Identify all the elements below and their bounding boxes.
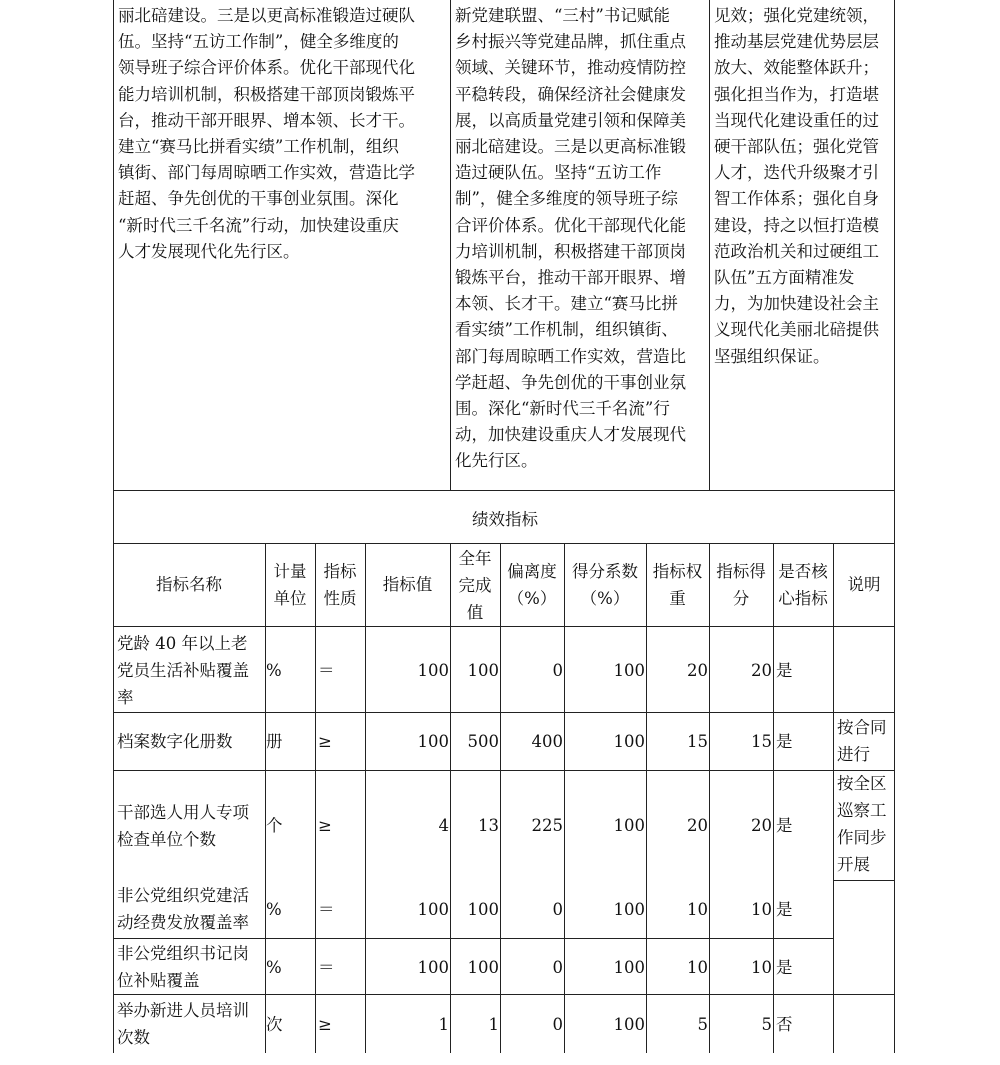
row-coef: 100 xyxy=(613,732,645,751)
row-name xyxy=(117,997,249,1051)
row-name-line: 干部选人用人专项 xyxy=(117,803,249,822)
row-weight: 20 xyxy=(687,816,708,835)
text-line: 部门每周晾晒工作实效，营造比 xyxy=(455,346,686,366)
text-line: 看实绩”工作机制，组织镇街、 xyxy=(455,320,678,340)
text-line: 镇街、部门每周晾晒工作实效，营造比学 xyxy=(118,163,415,183)
row-name-line: 非公党组织书记岗 xyxy=(117,944,249,963)
text-line: 赶超、争先创优的干事创业氛围。深化 xyxy=(118,189,399,209)
row-core: 是 xyxy=(776,816,793,835)
row-score: 10 xyxy=(751,958,772,977)
row-note xyxy=(837,770,887,878)
row-dev: 0 xyxy=(552,900,563,919)
row-dev: 225 xyxy=(531,816,563,835)
header-text: 是否核 xyxy=(778,562,828,581)
text-line: 领域、关键环节，推动疫情防控 xyxy=(455,58,686,78)
row-name-line: 次数 xyxy=(117,1028,150,1047)
row-name-line: 位补贴覆盖 xyxy=(117,971,200,990)
row-divider xyxy=(113,712,895,713)
row-note-line: 按合同 xyxy=(837,718,887,737)
header-text: 得分系数 xyxy=(572,562,638,581)
col-divider xyxy=(450,0,451,490)
col-divider xyxy=(709,0,710,490)
row-dev: 400 xyxy=(531,732,563,751)
row-dev: 0 xyxy=(552,1015,563,1034)
row-name-line: 党龄 40 年以上老 xyxy=(117,634,248,653)
row-unit: % xyxy=(266,661,282,680)
row-unit: 个 xyxy=(266,816,283,835)
row-name-line: 党员生活补贴覆盖 xyxy=(117,661,249,680)
row-note-line: 按全区 xyxy=(837,774,887,793)
row-score: 15 xyxy=(751,732,772,751)
row-value: 100 xyxy=(417,958,449,977)
header-text: 偏离度 xyxy=(507,562,557,581)
text-line: 造过硬队伍。坚持“五访工作 xyxy=(455,163,662,183)
text-line: 展，以高质量党建引领和保障美 xyxy=(455,110,686,130)
row-coef: 100 xyxy=(613,900,645,919)
text-line: 新党建联盟、“三村”书记赋能 xyxy=(455,6,670,25)
header-text: （%） xyxy=(580,589,630,608)
table-border-left xyxy=(113,0,114,1053)
row-value: 4 xyxy=(438,816,449,835)
text-column-3 xyxy=(714,3,879,370)
header-score xyxy=(709,558,773,612)
text-line: 见效；强化党建统领， xyxy=(714,6,879,25)
header-dev xyxy=(500,558,564,612)
text-line: 强化担当作为，打造堪 xyxy=(714,84,879,104)
row-dev: 0 xyxy=(552,661,563,680)
header-text: （%） xyxy=(507,589,557,608)
header-text: 指标 xyxy=(323,562,357,581)
row-coef: 100 xyxy=(613,1015,645,1034)
row-divider xyxy=(113,626,895,627)
text-line: 放大、效能整体跃升； xyxy=(714,58,879,78)
text-line: 力，为加快建设社会主 xyxy=(714,294,879,314)
header-nature xyxy=(315,558,365,612)
row-unit: % xyxy=(266,900,282,919)
text-line: 学赶超、争先创优的干事创业氛 xyxy=(455,372,686,392)
row-weight: 10 xyxy=(687,900,708,919)
row-nature: ≥ xyxy=(318,816,332,835)
text-line: 领导班子综合评价体系。优化干部现代化 xyxy=(118,58,415,78)
row-name-line: 非公党组织党建活 xyxy=(117,886,249,905)
row-name: 档案数字化册数 xyxy=(117,732,233,751)
row-value: 100 xyxy=(417,661,449,680)
header-text: 计量 xyxy=(273,562,307,581)
col-divider xyxy=(833,543,834,1053)
text-line: 当现代化建设重任的过 xyxy=(714,110,879,130)
text-line: 人才，迭代升级聚才引 xyxy=(714,163,879,183)
row-unit: % xyxy=(266,958,282,977)
row-note-line: 巡察工 xyxy=(837,801,887,820)
text-line: 锻炼平台，推动干部开眼界、增 xyxy=(455,268,686,288)
header-text: 单位 xyxy=(273,589,307,608)
row-weight: 5 xyxy=(697,1015,708,1034)
text-line: 建立“赛马比拼看实绩”工作机制，组织 xyxy=(118,137,399,157)
header-text: 值 xyxy=(466,603,484,622)
row-nature: ＝ xyxy=(318,958,335,977)
row-coef: 100 xyxy=(613,816,645,835)
header-text: 全年 xyxy=(458,549,492,568)
row-note-line: 作同步 xyxy=(837,828,887,847)
header-text: 心指标 xyxy=(778,589,828,608)
row-value: 100 xyxy=(417,732,449,751)
row-name-line: 动经费发放覆盖率 xyxy=(117,913,249,932)
text-line: 丽北碚建设。三是以更高标准锻造过硬队 xyxy=(118,6,415,25)
row-coef: 100 xyxy=(613,958,645,977)
text-line: 硬干部队伍；强化党管 xyxy=(714,137,879,157)
header-text: 重 xyxy=(669,589,686,608)
row-done: 100 xyxy=(467,900,499,919)
header-name: 指标名称 xyxy=(156,575,222,594)
row-nature: ＝ xyxy=(318,900,335,919)
row-note xyxy=(837,714,887,768)
row-score: 20 xyxy=(751,661,772,680)
text-line: “新时代三千名流”行动，加快建设重庆 xyxy=(118,215,399,235)
row-name xyxy=(117,630,249,711)
text-line: 范政治机关和过硬组工 xyxy=(714,241,879,261)
row-divider xyxy=(113,938,833,939)
header-text: 完成 xyxy=(458,576,492,595)
section-title: 绩效指标 xyxy=(472,510,538,529)
text-line: 化先行区。 xyxy=(455,451,538,471)
text-line: 能力培训机制，积极搭建干部顶岗锻炼平 xyxy=(118,84,415,104)
row-score: 10 xyxy=(751,900,772,919)
row-weight: 15 xyxy=(687,732,708,751)
row-done: 500 xyxy=(467,732,499,751)
text-column-2 xyxy=(455,3,686,475)
row-done: 13 xyxy=(478,816,499,835)
text-line: 智工作体系；强化自身 xyxy=(714,189,879,209)
row-note-line: 开展 xyxy=(837,855,870,874)
row-weight: 10 xyxy=(687,958,708,977)
header-text: 指标得 xyxy=(716,562,766,581)
row-name xyxy=(117,940,249,994)
text-line: 伍。坚持“五访工作制”，健全多维度的 xyxy=(118,32,399,52)
header-core xyxy=(773,558,833,612)
header-coef xyxy=(564,558,646,612)
text-line: 动，加快建设重庆人才发展现代 xyxy=(455,425,686,445)
row-core: 是 xyxy=(776,900,793,919)
header-text: 性质 xyxy=(323,589,357,608)
row-dev: 0 xyxy=(552,958,563,977)
header-done xyxy=(450,545,500,626)
row-name xyxy=(117,882,249,936)
row-note-line: 进行 xyxy=(837,745,870,764)
row-divider xyxy=(113,543,895,544)
text-line: 丽北碚建设。三是以更高标准锻 xyxy=(455,137,686,157)
row-done: 1 xyxy=(488,1015,499,1034)
row-score: 20 xyxy=(751,816,772,835)
col-divider xyxy=(773,543,774,1053)
text-line: 坚强组织保证。 xyxy=(714,346,830,366)
text-line: 力培训机制，积极搭建干部顶岗 xyxy=(455,241,686,261)
text-line: 台，推动干部开眼界、增本领、长才干。 xyxy=(118,110,415,130)
text-line: 人才发展现代化先行区。 xyxy=(118,241,300,261)
row-value: 1 xyxy=(438,1015,449,1034)
row-name-line: 检查单位个数 xyxy=(117,830,216,849)
row-name-line: 举办新进人员培训 xyxy=(117,1001,249,1020)
row-divider xyxy=(113,490,895,491)
text-line: 推动基层党建优势层层 xyxy=(714,32,879,52)
row-weight: 20 xyxy=(687,661,708,680)
row-unit: 册 xyxy=(266,732,283,751)
text-line: 队伍”五方面精准发 xyxy=(714,268,855,288)
header-value: 指标值 xyxy=(382,575,433,594)
text-line: 本领、长才干。建立“赛马比拼 xyxy=(455,294,678,314)
row-nature: ＝ xyxy=(318,661,335,680)
text-line: 乡村振兴等党建品牌，抓住重点 xyxy=(455,32,686,52)
row-core: 是 xyxy=(776,661,793,680)
row-coef: 100 xyxy=(613,661,645,680)
row-unit: 次 xyxy=(266,1015,283,1034)
row-value: 100 xyxy=(417,900,449,919)
row-divider xyxy=(113,770,895,771)
row-core: 是 xyxy=(776,958,793,977)
row-core: 是 xyxy=(776,732,793,751)
row-core: 否 xyxy=(776,1015,793,1034)
row-divider xyxy=(833,880,895,881)
text-column-1 xyxy=(118,3,415,265)
text-line: 合评价体系。优化干部现代化能 xyxy=(455,215,686,235)
header-note: 说明 xyxy=(847,575,881,594)
row-name xyxy=(117,799,249,853)
row-nature: ≥ xyxy=(318,1015,332,1034)
text-line: 围。深化“新时代三千名流”行 xyxy=(455,399,670,419)
col-divider xyxy=(315,543,316,1053)
text-line: 义现代化美丽北碚提供 xyxy=(714,320,879,340)
text-line: 建设，持之以恒打造模 xyxy=(714,215,879,235)
row-done: 100 xyxy=(467,661,499,680)
row-name-line: 率 xyxy=(117,688,134,707)
header-text: 指标权 xyxy=(652,562,703,581)
row-done: 100 xyxy=(467,958,499,977)
header-text: 分 xyxy=(732,589,750,608)
header-weight xyxy=(646,558,709,612)
row-nature: ≥ xyxy=(318,732,332,751)
row-divider xyxy=(113,994,895,995)
header-unit xyxy=(265,558,315,612)
text-line: 平稳转段，确保经济社会健康发 xyxy=(455,84,686,104)
row-score: 5 xyxy=(761,1015,772,1034)
text-line: 制”，健全多维度的领导班子综 xyxy=(455,189,678,209)
